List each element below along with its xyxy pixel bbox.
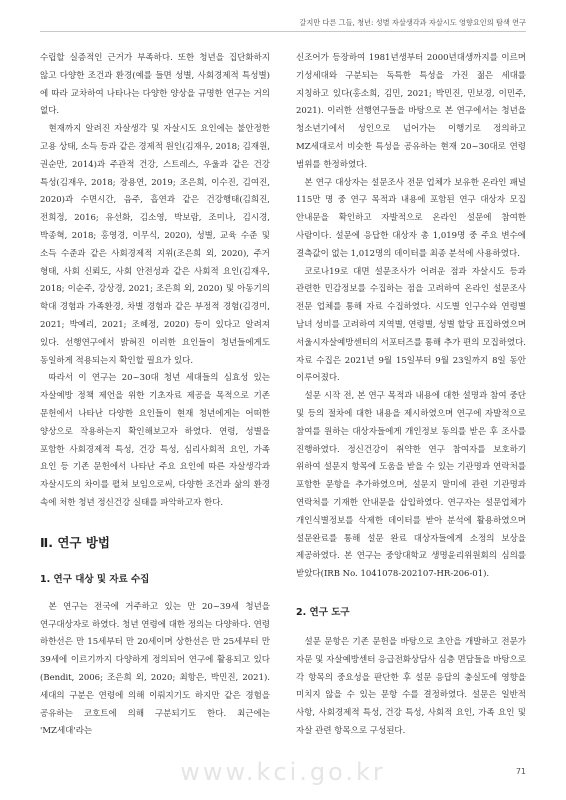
body-paragraph: 설문 시작 전, 본 연구 목적과 내용에 대한 설명과 참여 중단 및 등의 절차에 대한 내용을 제시하였으며 연구에 자발적으로 참여를 원하는 대상자들에게 개인정보 동의를 받은 후 조사를 진행하였다. 정신건강이 취약한 연구 참여자를 보호하기 위하여 설문지 항목에 도움을 받을 수 있는 기관명과 연락처를 포함한 문항을 추가하였으며, 설문지 말미에 관련 기관명과 연락처를 기재한 안내문을 삽입하였다. 연구자는 설문업체가 개인식별정보를 삭제한 데이터를 받아 분석에 활용하였으며 설문완료를 통해 설문 완료 대상자들에게 소정의 보상을 제공하였다. 본 연구는 중앙대학교 생명윤리위원회의 심의를 받았다(IRB No. 1041078-202107-HR-206-01). [296, 391, 526, 580]
subsection-title: 2. 연구 도구 [296, 606, 350, 618]
body-paragraph: 현재까지 알려진 자살생각 및 자살시도 요인에는 불안정한 고용 상태, 소득 등과 같은 경제적 원인(김재우, 2018; 김재원, 권순만, 2014)과 주관적 건강, 스트레스, 우울과 같은 건강 특성(김재우, 2018; 장용연, 2019; 조은희, 이수진, 김여진, 2020)과 수면시간, 음주, 흡연과 같은 건강행태(김희진, 전희정, 2016; 유선화, 김소영, 박보람, 조미나, 김시경, 박종혁, 2018; 홍영경, 이무식, 2020), 성별, 교육 수준 및 소득 수준과 같은 사회경제적 지위(조은희 외, 2020), 주거 형태, 사회 신뢰도, 사회 안전성과 같은 사회적 요인(김재우, 2018; 이순주, 강상경, 2021; 조은희 외, 2020) 및 아동기의 학대 경험과 가족환경, 차별 경험과 같은 부정적 경험(김경미, 2021; 박예리, 2021; 조혜정, 2020) 등이 있다고 알려져 있다. 선행연구에서 밝혀진 이러한 요인들이 청년들에게도 동일하게 적용되는지 확인할 필요가 있다. [40, 124, 270, 366]
section-title: Ⅱ. 연구 방법 [40, 534, 110, 550]
watermark: www.kci.go.kr [180, 758, 386, 786]
subsection-title: 1. 연구 대상 및 자료 수집 [40, 573, 150, 585]
left-column [40, 50, 270, 741]
right-column [296, 50, 526, 741]
body-paragraph: 본 연구 대상자는 설문조사 전문 업체가 보유한 온라인 패널 115만 명 중 연구 목적과 내용에 포함된 연구 대상자 모집 안내문을 확인하고 자발적으로 온라인 설문에 참여한 사람이다. 설문에 응답한 대상자 총 1,019명 중 주요 변수에 결측값이 없는 1,012명의 데이터를 최종 분석에 사용하였다. [296, 177, 526, 259]
header-divider [40, 31, 526, 32]
body-paragraph: 코로나19로 대면 설문조사가 어려운 점과 자살시도 등과 관련한 민감정보를 수집하는 점을 고려하여 온라인 설문조사 전문 업체를 통해 자료 수집하였다. 시도별 인구수와 연령별 남녀 성비를 고려하여 지역별, 연령별, 성별 할당 표집하였으며 서울시자살예방센터의 서포터즈를 통해 추가 편의 모집하였다. 자료 수집은 2021년 9월 15일부터 9월 23일까지 8일 동안 이루어졌다. [296, 266, 526, 384]
running-header: 갈지만 다른 그들, 청년: 성별 자살생각과 자살시도 영향요인의 탐색 연구 [299, 18, 526, 27]
body-paragraph: 따라서 이 연구는 20~30대 청년 세대들의 심효성 있는 자살예방 정책 제언을 위한 기초자료 제공을 목적으로 기존 문헌에서 나타난 다양한 요인들이 현재 청년에게는 어떠한 양상으로 작용하는지 확인해보고자 하였다. 연령, 성별을 포함한 사회경제적 특성, 건강 특성, 심리사회적 요인, 가족 요인 등 기존 문헌에서 나타난 주요 요인에 따른 자살생각과 자살시도의 차이를 펼쳐 보임으로써, 다양한 조건과 삶의 환경 속에 처한 청년 정신건강 실태를 파악하고자 한다. [40, 373, 270, 508]
body-paragraph: 본 연구는 전국에 거주하고 있는 만 20~39세 청년을 연구대상자로 하였다. 청년 연령에 대한 정의는 다양하다. 연령 하한선은 만 15세부터 만 20세이며 상한선은 만 25세부터 만 39세에 이르기까지 다양하게 정의되어 연구에 활용되고 있다(Bendit, 2006; 조은희 외, 2020; 최항은, 박민진, 2021). 세대의 구분은 연령에 의해 이뤄지기도 하지만 같은 경험을 공유하는 코호트에 의해 구분되기도 한다. 최근에는 'MZ세대'라는 [40, 601, 270, 737]
page-number: 71 [515, 767, 526, 776]
body-paragraph: 설문 문항은 기존 문헌을 바탕으로 초안을 개발하고 전문가 자문 및 자살예방센터 응급전화상담사 심층 면담들을 바탕으로 각 항목의 중요성을 판단한 후 설문 응답의 충실도에 영향을 미치지 않을 수 있는 문항 수를 결정하였다. 설문은 일반적 사항, 사회경제적 특성, 건강 특성, 사회적 요인, 가족 요인 및 자살 관련 항목으로 구성된다. [296, 636, 526, 736]
body-paragraph: 신조어가 등장하여 1981년생부터 2000년대생까지를 이르며 기성세대와 구분되는 독특한 특성을 가진 젊은 세대를 지칭하고 있다(홍소희, 김민, 2021; 박민진, 민보경, 이민주, 2021). 이러한 선행연구들을 바탕으로 본 연구에서는 청년을 청소년기에서 성인으로 넘어가는 이행기로 정의하고 MZ세대로서 비슷한 특성을 공유하는 현재 20~30대로 연령 범위를 한정하였다. [296, 53, 526, 170]
body-paragraph: 수립할 실증적인 근거가 부족하다. 또한 청년을 집단화하지 않고 다양한 조건과 환경(예를 들면 성별, 사회경제적 특성별)에 따라 교차하여 나타나는 다양한 양상을 규명한 연구는 거의 없다. [40, 53, 270, 117]
